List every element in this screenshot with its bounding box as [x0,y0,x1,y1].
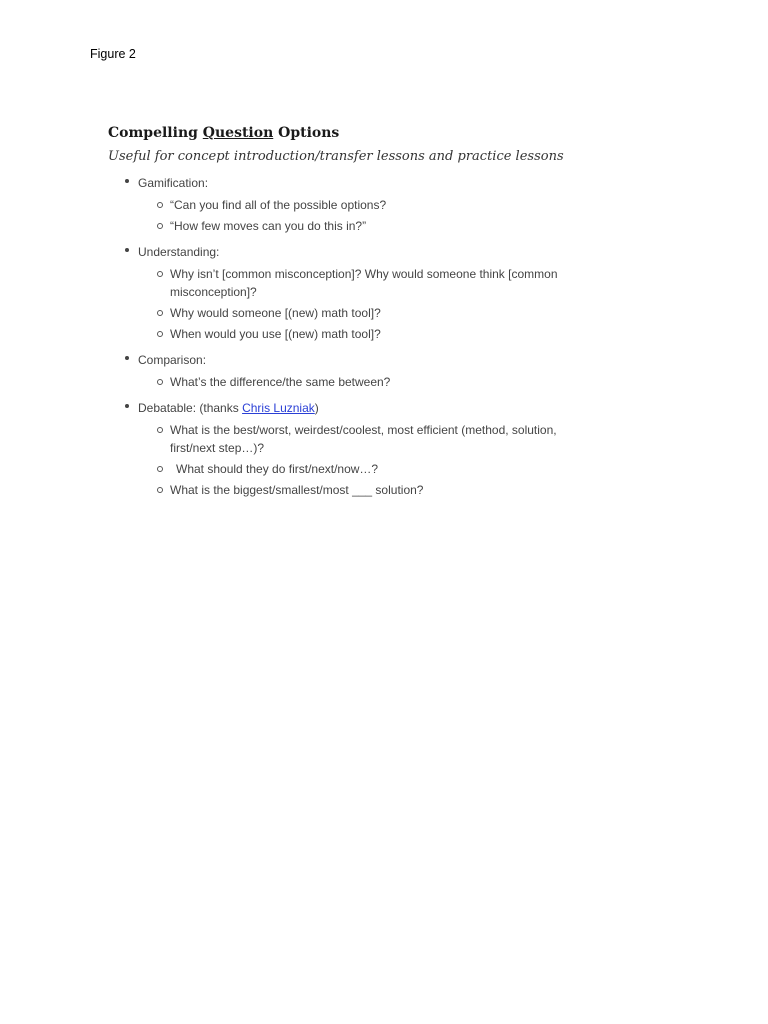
item-title [138,397,588,417]
heading-suffix: Options [273,125,340,141]
sub-list-item: Why would someone [(new) math tool]? [138,304,588,322]
heading-prefix: Compelling [108,125,203,141]
sub-list-item: When would you use [(new) math tool]? [138,325,588,343]
sub-list-item [138,460,588,478]
item-title-prefix: Debatable: (thanks [138,401,243,415]
sub-list [138,265,588,343]
sub-list-item: What is the best/worst, weirdest/coolest, most efficient (method, solution, first/next step…)? [138,421,588,457]
item-title: Gamification: [138,176,209,190]
figure-label: Figure 2 [90,47,136,61]
list-item-comparison [108,349,588,391]
item-title: Understanding: [138,245,220,259]
item-title-suffix: ) [314,401,319,415]
sub-list [138,196,588,235]
list-item-understanding [108,241,588,343]
list-item-gamification [108,172,588,235]
chris-luzniak-link[interactable]: Chris Luzniak [242,401,315,415]
sub-list [138,373,588,391]
heading-underlined-word: Question [202,125,274,141]
options-list [108,172,588,499]
section-heading [108,124,588,142]
sub-list-item: Why isn’t [common misconception]? Why would someone think [common misconception]? [138,265,588,301]
list-item-debatable [108,397,588,499]
sub-list-item: “Can you find all of the possible options? [138,196,588,214]
sub-list-item-text: What should they do first/next/now…? [176,462,379,476]
sub-list-item: “How few moves can you do this in?” [138,217,588,235]
sub-list-item: What is the biggest/smallest/most ___ solution? [138,481,588,499]
document-content [108,124,588,502]
item-title: Comparison: [138,353,207,367]
sub-list-item: What’s the difference/the same between? [138,373,588,391]
sub-list [138,421,588,499]
section-subheading: Useful for concept introduction/transfer lessons and practice lessons [108,149,564,164]
